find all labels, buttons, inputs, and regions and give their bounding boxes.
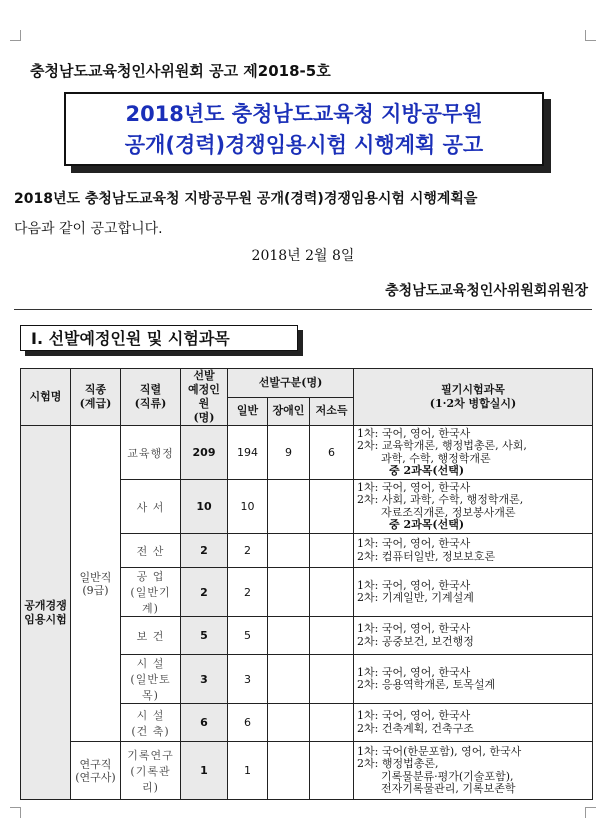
intro-paragraph <box>14 184 592 244</box>
position-cell: 전 산 <box>121 534 181 568</box>
table-row <box>21 426 593 480</box>
crop-mark-top-right <box>585 30 596 41</box>
low-income-cell <box>310 655 354 704</box>
position-cell: 시 설 (건 축) <box>121 704 181 742</box>
quota-cell: 10 <box>181 480 228 534</box>
low-income-cell: 6 <box>310 426 354 480</box>
low-income-cell <box>310 617 354 655</box>
intro-line-1: 2018년도 충청남도교육청 지방공무원 공개(경력)경쟁임용시험 시행계획을 <box>14 191 478 207</box>
disabled-cell <box>268 534 310 568</box>
subjects-cell: 1차: 국어(한문포함), 영어, 한국사 2차: 행정법총론, 기록물분류·평가(기술포함), 전자기록물관리, 기록보존학 <box>354 742 593 800</box>
general-cell: 3 <box>228 655 268 704</box>
general-cell: 2 <box>228 534 268 568</box>
header-general: 일반 <box>228 397 268 426</box>
disabled-cell <box>268 742 310 800</box>
quota-cell: 2 <box>181 534 228 568</box>
low-income-cell <box>310 480 354 534</box>
position-cell: 시 설 (일반토목) <box>121 655 181 704</box>
notice-date: 2018년 2월 8일 <box>251 248 355 264</box>
general-cell: 1 <box>228 742 268 800</box>
subjects-cell: 1차: 국어, 영어, 한국사 2차: 교육학개론, 행정법총론, 사회, 과학, 수학, 행정학개론 중 2과목(선택) <box>354 426 593 480</box>
subjects-cell: 1차: 국어, 영어, 한국사 2차: 컴퓨터일반, 정보보호론 <box>354 534 593 568</box>
position-cell: 보 건 <box>121 617 181 655</box>
low-income-cell <box>310 704 354 742</box>
series-research: 연구직 (연구사) <box>71 742 121 800</box>
disabled-cell <box>268 568 310 617</box>
subjects-cell: 1차: 국어, 영어, 한국사 2차: 사회, 과학, 수학, 행정학개론, 자료조직개론, 정보봉사개론 중 2과목(선택) <box>354 480 593 534</box>
title-box <box>64 92 544 166</box>
general-cell: 6 <box>228 704 268 742</box>
position-cell: 사 서 <box>121 480 181 534</box>
general-cell: 5 <box>228 617 268 655</box>
header-quota: 선발 예정인원 (명) <box>181 369 228 426</box>
header-category: 선발구분(명) <box>228 369 354 398</box>
quota-cell: 5 <box>181 617 228 655</box>
intro-line-2: 다음과 같이 공고합니다. <box>14 221 163 237</box>
position-cell: 공 업 (일반기계) <box>121 568 181 617</box>
quota-cell: 2 <box>181 568 228 617</box>
crop-mark-bottom-left <box>10 807 21 818</box>
exam-name: 공개경쟁임용시험 <box>21 426 71 800</box>
header-disabled: 장애인 <box>268 397 310 426</box>
section-title: Ⅰ. 선발예정인원 및 시험과목 <box>20 325 298 351</box>
header-low-income: 저소득 <box>310 397 354 426</box>
disabled-cell <box>268 704 310 742</box>
divider <box>14 309 592 310</box>
disabled-cell: 9 <box>268 426 310 480</box>
header-exam: 시험명 <box>21 369 71 426</box>
low-income-cell <box>310 534 354 568</box>
table-row <box>21 742 593 800</box>
position-cell: 기록연구 (기록관리) <box>121 742 181 800</box>
subjects-cell: 1차: 국어, 영어, 한국사 2차: 건축계획, 건축구조 <box>354 704 593 742</box>
position-cell: 교육행정 <box>121 426 181 480</box>
crop-mark-top-left <box>10 30 21 41</box>
title-line-1: 2018년도 충청남도교육청 지방공무원 <box>125 102 483 126</box>
subjects-cell: 1차: 국어, 영어, 한국사 2차: 공중보건, 보건행정 <box>354 617 593 655</box>
quota-cell: 209 <box>181 426 228 480</box>
subjects-cell: 1차: 국어, 영어, 한국사 2차: 응용역학개론, 토목설계 <box>354 655 593 704</box>
low-income-cell <box>310 568 354 617</box>
subjects-cell: 1차: 국어, 영어, 한국사 2차: 기계일반, 기계설계 <box>354 568 593 617</box>
series-general: 일반직 (9급) <box>71 426 121 742</box>
header-series: 직종 (계급) <box>71 369 121 426</box>
notice-number: 충청남도교육청인사위원회 공고 제2018-5호 <box>30 62 331 80</box>
disabled-cell <box>268 655 310 704</box>
header-position: 직렬 (직류) <box>121 369 181 426</box>
quota-cell: 6 <box>181 704 228 742</box>
signer: 충청남도교육청인사위원회위원장 <box>385 283 588 299</box>
crop-mark-bottom-right <box>585 807 596 818</box>
quota-cell: 1 <box>181 742 228 800</box>
disabled-cell <box>268 617 310 655</box>
header-subjects: 필기시험과목 (1·2차 병합실시) <box>354 369 593 426</box>
general-cell: 2 <box>228 568 268 617</box>
general-cell: 194 <box>228 426 268 480</box>
low-income-cell <box>310 742 354 800</box>
title-line-2: 공개(경력)경쟁임용시험 시행계획 공고 <box>124 133 484 157</box>
quota-cell: 3 <box>181 655 228 704</box>
exam-table <box>20 368 593 800</box>
disabled-cell <box>268 480 310 534</box>
general-cell: 10 <box>228 480 268 534</box>
